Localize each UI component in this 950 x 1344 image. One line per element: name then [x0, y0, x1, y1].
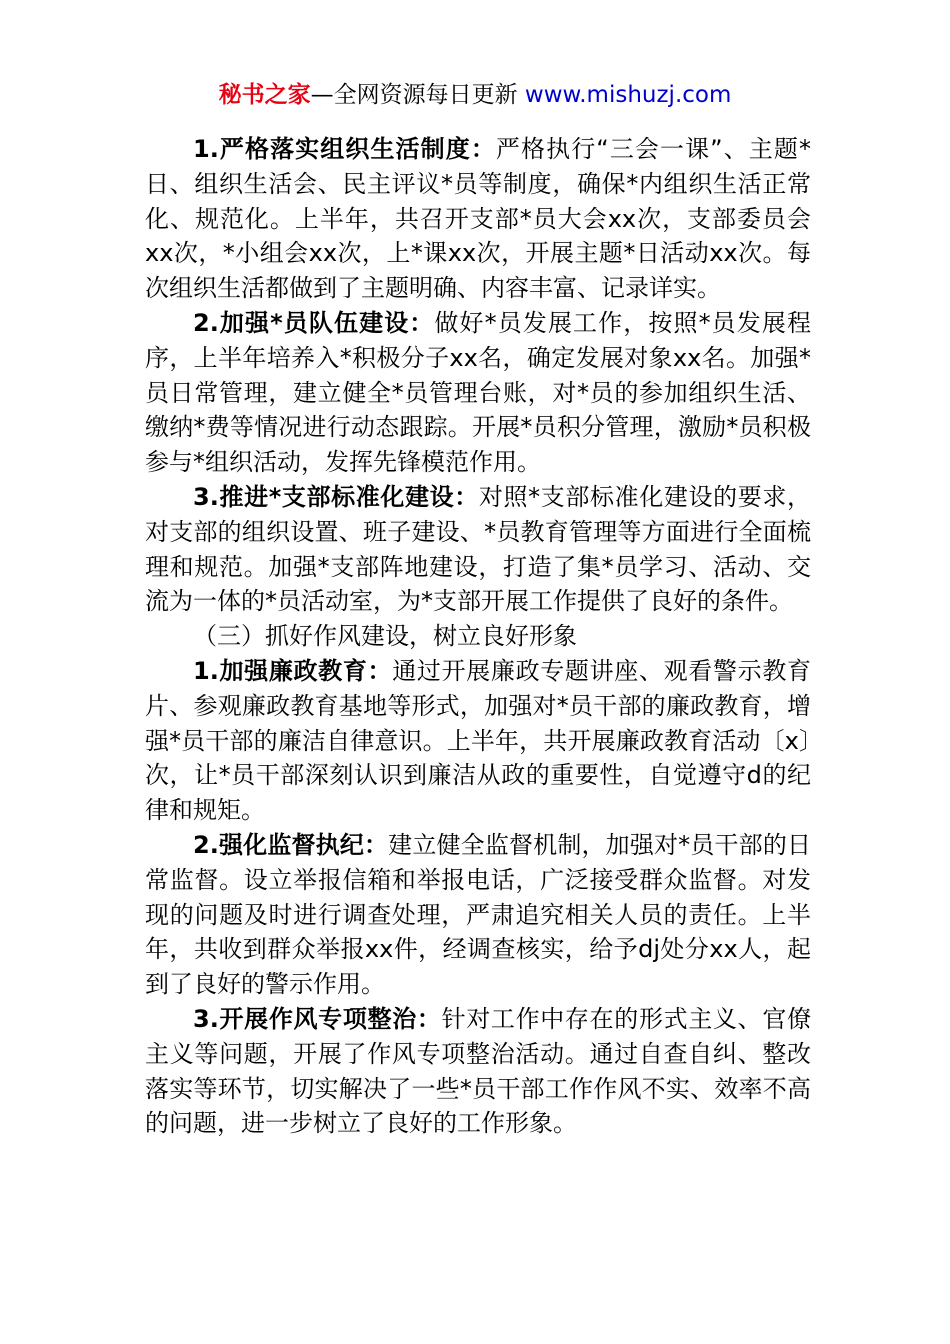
paragraph-4-text: 通过开展廉政专题讲座、观看警示教育片、参观廉政教育基地等形式，加强对*员干部的廉政教育，增强*员干部的廉洁自律意识。上半年，共开展廉政教育活动〔x〕次，让*员干部深刻认识到廉洁从政的重要性，自觉遵守d的纪律和规矩。 [145, 656, 811, 825]
site-url-link[interactable]: www.mishuzj.com [524, 82, 732, 108]
section-heading [145, 619, 811, 654]
paragraph-2-heading: 2.加强*员队伍建设： [193, 308, 435, 337]
paragraph-5-text: 建立健全监督机制，加强对*员干部的日常监督。设立举报信箱和举报电话，广泛接受群众监督。对发现的问题及时进行调查处理，严肃追究相关人员的责任。上半年，共收到群众举报xx件，经调查核实，给予dj处分xx人，起到了良好的警示作用。 [145, 830, 811, 999]
paragraph-6-heading: 3.开展作风专项整治： [193, 1004, 442, 1033]
site-tagline: —全网资源每日更新 [310, 82, 525, 108]
paragraph-2-text: 做好*员发展工作，按照*员发展程序，上半年培养入*积极分子xx名，确定发展对象xx名。加强*员日常管理，建立健全*员管理台账，对*员的参加组织生活、缴纳*费等情况进行动态跟踪。开展*员积分管理，激励*员积极参与*组织活动，发挥先锋模范作用。 [145, 308, 811, 477]
paragraph-3-text: 对照*支部标准化建设的要求，对支部的组织设置、班子建设、*员教育管理等方面进行全面梳理和规范。加强*支部阵地建设，打造了集*员学习、活动、交流为一体的*员活动室，为*支部开展工作提供了良好的条件。 [145, 482, 811, 616]
paragraph-6-text: 针对工作中存在的形式主义、官僚主义等问题，开展了作风专项整治活动。通过自查自纠、整改落实等环节，切实解决了一些*员干部工作作风不实、效率不高的问题，进一步树立了良好的工作形象。 [145, 1004, 811, 1138]
paragraph-1-text: 严格执行“三会一课”、主题*日、组织生活会、民主评议*员等制度，确保*内组织生活正常化、规范化。上半年，共召开支部*员大会xx次，支部委员会xx次，*小组会xx次，上*课xx次，开展主题*日活动xx次。每次组织生活都做到了主题明确、内容丰富、记录详实。 [145, 135, 811, 303]
section-heading-text: （三）抓好作风建设，树立良好形象 [193, 622, 577, 651]
site-header [0, 78, 950, 112]
paragraph-1-heading: 1.严格落实组织生活制度： [193, 135, 496, 163]
site-name: 秘书之家 [218, 82, 311, 108]
paragraph-4-heading: 1.加强廉政教育： [193, 656, 393, 685]
paragraph-3-heading: 3.推进*支部标准化建设： [193, 482, 479, 511]
paragraph-6 [145, 1002, 811, 1141]
document-body [145, 132, 811, 1141]
paragraph-4 [145, 654, 811, 828]
paragraph-1 [145, 132, 811, 306]
paragraph-5 [145, 828, 811, 1002]
paragraph-3 [145, 480, 811, 619]
paragraph-2 [145, 306, 811, 480]
paragraph-5-heading: 2.强化监督执纪： [193, 830, 389, 859]
